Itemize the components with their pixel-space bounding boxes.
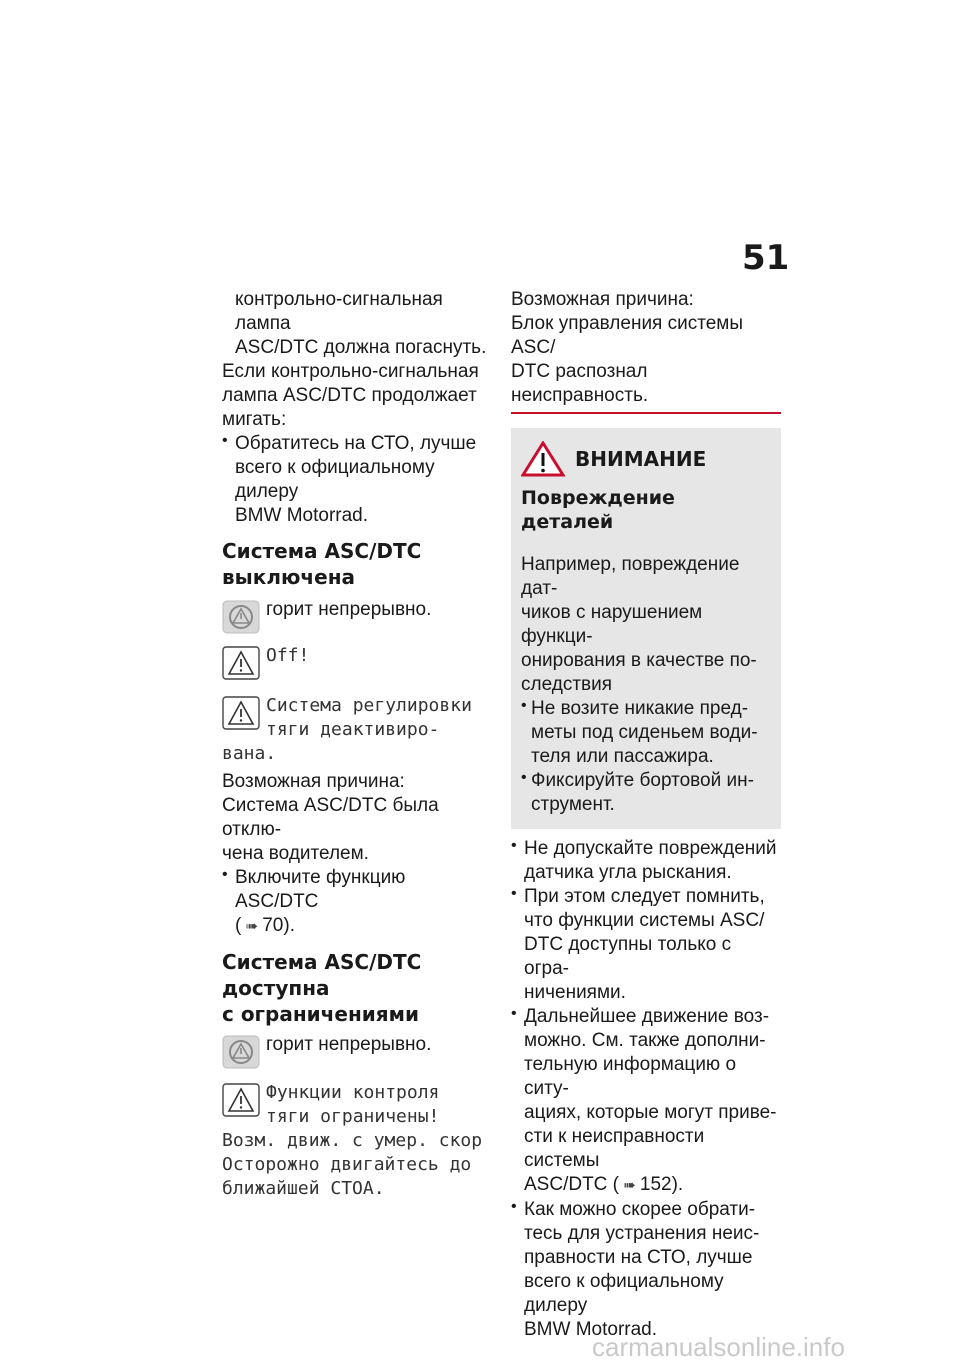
warning-triangle-icon [521,441,565,477]
text-line: Блок управления системы ASC/ [511,313,744,358]
text-line: меты под сиденьем води- [531,722,758,743]
red-divider [511,412,781,414]
text-line: Возможная причина: [511,289,694,310]
display-text: Возм. движ. с умер. скор [222,1130,483,1151]
text-line: чиков с нарушением функци- [521,602,703,647]
warning-subtitle: Повреждение деталей [521,487,675,533]
indicator-row [222,598,492,638]
text-line: Система ASC/DTC была отклю- [222,795,439,840]
text-line: ациях, которые могут приве- [524,1102,777,1123]
text-line: ASC/DTC должна погаснуть. [235,337,487,358]
warning-triangle-icon [222,696,260,730]
section-heading: выключена [222,565,356,589]
list-item [511,1005,781,1198]
text-line: Если контрольно-сигнальная [222,361,479,382]
display-message [222,694,492,742]
text-span: ). [671,1174,684,1195]
text-line: чена водителем. [222,843,369,864]
left-column [222,288,492,1201]
text-line: • Включите функцию ASC/DTC [235,867,406,912]
text-line: струмент. [531,794,615,815]
asc-dtc-indicator-icon [222,1035,260,1069]
watermark: carmanualsonline.info [592,1332,845,1362]
section-heading: с ограничениями [222,1002,419,1026]
text-line: следствия [521,674,613,695]
warning-triangle-icon [222,1083,260,1117]
display-text: Off! [266,645,310,666]
text-line [524,1173,781,1198]
asc-dtc-indicator-icon [222,600,260,634]
text-line: лампа ASC/DTC продолжает [222,385,477,406]
text-line: мигать: [222,409,287,430]
page-reference-arrow-icon: ➠ [619,1177,640,1194]
text-line: всего к официальному дилеру [524,1271,724,1316]
section-heading: Система ASC/DTC доступна [222,950,422,1000]
text-line: всего к официальному дилеру [235,457,435,502]
indicator-status: горит непрерывно. [266,1034,432,1055]
text-line: • При этом следует помнить, [524,886,765,907]
text-line: • Не возите никакие пред- [531,698,749,719]
display-message [222,644,492,684]
display-text: Система регулировки [266,695,472,716]
display-text: вана. [222,743,277,764]
section-heading: Система ASC/DTC [222,539,422,563]
text-line: сти к неисправности системы [524,1126,705,1171]
list-item [521,697,771,769]
display-text: ближайшей СТОА. [222,1178,385,1199]
text-line: что функции системы ASC/ [524,910,765,931]
list-item [511,837,781,885]
display-message [222,1081,492,1129]
text-line: правности на СТО, лучше [524,1247,753,1268]
list-item [222,432,492,528]
warning-box [511,428,781,829]
text-span: ASC/DTC ( [524,1174,619,1195]
text-line: можно. См. также дополни- [524,1030,766,1051]
text-line: • Фиксируйте бортовой ин- [531,770,754,791]
text-line: тельную информацию о ситу- [524,1054,737,1099]
warning-triangle-icon [222,646,260,680]
list-item [521,769,771,817]
text-line: • Дальнейшее движение воз- [524,1006,770,1027]
text-line: теля или пассажира. [531,746,714,767]
paren: ( [235,915,242,936]
text-line: DTC доступны только с огра- [524,934,732,979]
list-item [222,866,492,939]
display-text: Осторожно двигайтесь до [222,1154,472,1175]
display-text: тяги ограничены! [266,1106,440,1127]
text-line: онирования в качестве по- [521,650,757,671]
page-reference-link[interactable]: 70 [262,915,284,936]
page-reference-arrow-icon: ➠ [241,918,263,935]
warning-header [521,440,771,478]
page-number: 51 [742,238,790,278]
list-item [511,885,781,1005]
display-text: тяги деактивиро- [266,719,440,740]
display-text: Функции контроля [266,1082,440,1103]
warning-title: ВНИМАНИЕ [575,447,707,471]
right-column [511,288,781,1342]
text-line: Например, повреждение дат- [521,554,740,599]
page-reference-link[interactable]: 152 [639,1174,672,1195]
indicator-status: горит непрерывно. [266,599,432,620]
text-line: контрольно-сигнальная лампа [235,289,443,334]
indicator-row [222,1033,492,1073]
text-line: датчика угла рыскания. [524,862,732,883]
text-line: • Как можно скорее обрати- [524,1199,756,1220]
text-line [235,914,492,939]
paren: ). [283,915,295,936]
text-line: тесь для устранения неис- [524,1223,760,1244]
text-line: ничениями. [524,982,626,1003]
text-line: BMW Motorrad. [524,1319,658,1340]
text-line: BMW Motorrad. [235,505,369,526]
text-line: DTC распознал неисправность. [511,361,649,406]
text-line: • Обратитесь на СТО, лучше [235,433,477,454]
text-line: • Не допускайте повреждений [524,838,777,859]
list-item [511,1198,781,1342]
text-line: Возможная причина: [222,771,405,792]
